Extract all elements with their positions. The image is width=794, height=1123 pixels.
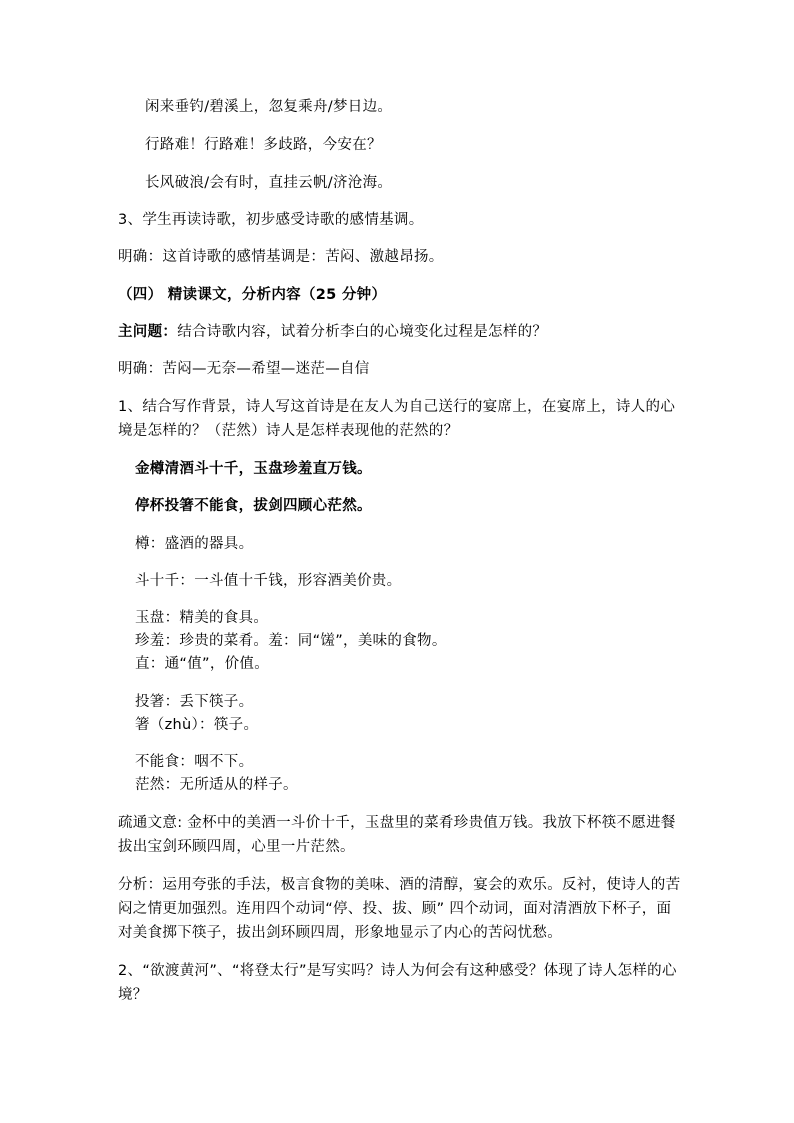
gloss: 樽：盛酒的器具。 — [135, 536, 254, 552]
poem-line: 闲来垂钓/碧溪上，忽复乘舟/梦日边。 — [145, 99, 393, 115]
main-question-text: 结合诗歌内容，试着分析李白的心境变化过程是怎样的？ — [177, 324, 548, 340]
step-paragraph: 3、学生再读诗歌，初步感受诗歌的感情基调。 — [118, 212, 424, 228]
analysis-paragraph: 分析：运用夸张的手法，极言食物的美味、酒的清醇，宴会的欢乐。反衬，使诗人的苦 — [118, 877, 681, 893]
answer-paragraph: 明确：这首诗歌的感情基调是：苦闷、激越昂扬。 — [118, 249, 444, 265]
question-paragraph: 1、结合写作背景，诗人写这首诗是在友人为自己送行的宴席上，在宴席上，诗人的心 — [118, 399, 676, 415]
poem-line: 行路难！行路难！多歧路，今安在？ — [145, 137, 382, 153]
translation-paragraph: 疏通文意: 金杯中的美酒一斗价十千，玉盘里的菜肴珍贵值万钱。我放下杯筷不愿进餐 — [118, 815, 676, 831]
main-question-label: 主问题： — [118, 324, 178, 340]
question-paragraph: 2、“欲渡黄河”、“将登太行”是写实吗？诗人为何会有这种感受？体现了诗人怎样的心 — [118, 963, 677, 979]
gloss: 玉盘：精美的食具。 — [135, 610, 269, 626]
gloss: 斗十千：一斗值十千钱，形容酒美价贵。 — [135, 573, 402, 589]
analysis-paragraph-cont: 闷之情更加强烈。连用四个动词“停、投、拔、顾” 四个动词，面对清酒放下杯子，面 — [118, 901, 672, 917]
analysis-paragraph-cont: 对美食掷下筷子，拔出剑环顾四周，形象地显示了内心的苦闷忧愁。 — [118, 925, 562, 941]
answer-paragraph: 明确：苦闷—无奈—希望—迷茫—自信 — [118, 361, 370, 377]
gloss: 不能食：咽不下。 — [135, 754, 254, 770]
question-paragraph-cont: 境是怎样的？（茫然）诗人是怎样表现他的茫然的？ — [118, 423, 459, 439]
poem-quote: 金樽清酒斗十千，玉盘珍羞直万钱。 — [135, 461, 372, 477]
poem-line: 长风破浪/会有时，直挂云帆/济沧海。 — [145, 175, 393, 191]
question-paragraph-cont: 境？ — [118, 987, 148, 1003]
gloss: 投箸：丢下筷子。 — [135, 694, 254, 710]
gloss: 直：通“值”，价值。 — [135, 656, 270, 672]
poem-quote: 停杯投箸不能食，拔剑四顾心茫然。 — [135, 498, 372, 514]
translation-paragraph-cont: 拔出宝剑环顾四周，心里一片茫然。 — [118, 839, 355, 855]
gloss: 箸（zhù）：筷子。 — [135, 717, 259, 733]
gloss: 茫然：无所适从的样子。 — [135, 777, 298, 793]
gloss: 珍羞：珍贵的菜肴。羞：同“馐”，美味的食物。 — [135, 633, 447, 649]
section-heading: （四） 精读课文，分析内容（25 分钟） — [118, 287, 387, 303]
main-question — [118, 321, 547, 343]
